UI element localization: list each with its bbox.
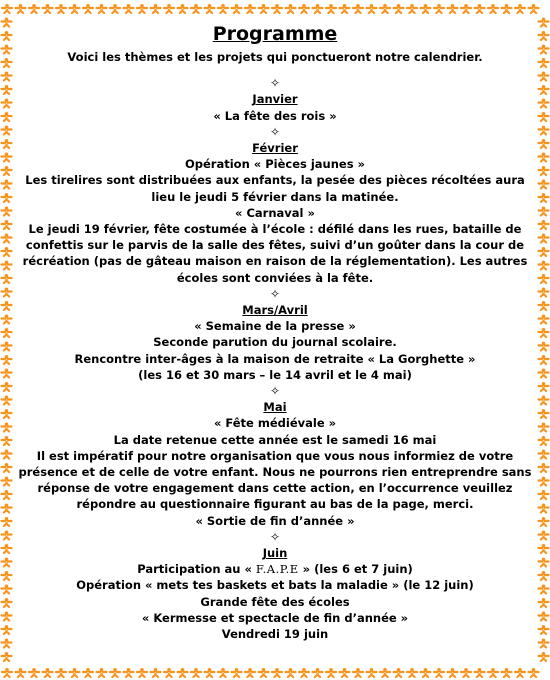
fevrier-para-2: Le jeudi 19 février, fête costumée à l’école : défilé dans les rues, bataille de confettis sur le parvis de la salle des fêtes, suivi d’un goûter dans la cour de récréation (pas de gâteau maison en raison de la réglementation). Les autres écoles sont conviées à la fête. (22, 222, 528, 285)
border-figure-icon (407, 4, 417, 13)
fevrier-line-1: Opération « Pièces jaunes » (185, 157, 365, 172)
separator-star-icon: ✧ (269, 124, 281, 139)
border-figure-icon (2, 625, 12, 634)
border-figure-icon (2, 531, 12, 540)
fevrier-para-1: Les tirelires sont distribuées aux enfants, la pesée des pièces récoltées aura lieu le jeudi 5 février dans la matinée. (25, 173, 525, 204)
border-figure-icon (124, 4, 134, 13)
border-figure-icon (2, 99, 12, 108)
border-figure-icon (515, 4, 525, 13)
border-figure-icon (2, 58, 12, 67)
border-figure-icon (2, 355, 12, 364)
border-figure-icon (539, 315, 549, 324)
border-figure-icon (539, 544, 549, 553)
border-figure-icon (2, 31, 12, 40)
juin-line-4: « Kermesse et spectacle de fin d’année » (141, 610, 409, 625)
juin-line-5: Vendredi 19 juin (221, 627, 329, 642)
border-figure-icon (539, 463, 549, 472)
border-figure-icon (340, 4, 350, 13)
heading-mars-avril: Mars/Avril (242, 303, 308, 317)
border-figure-icon (218, 4, 228, 13)
janvier-line: « La fête des rois » (213, 108, 337, 123)
border-figure-icon (539, 45, 549, 54)
border-figure-icon (16, 4, 26, 13)
border-figure-icon (2, 558, 12, 567)
border-figure-icon (488, 668, 498, 677)
border-figure-icon (340, 668, 350, 677)
border-figure-icon (2, 571, 12, 580)
border-figure-icon (2, 598, 12, 607)
border-figure-icon (2, 45, 12, 54)
border-figure-icon (367, 668, 377, 677)
border-figure-icon (502, 668, 512, 677)
border-figure-icon (539, 139, 549, 148)
heading-janvier: Janvier (252, 92, 298, 107)
border-figure-icon (299, 4, 309, 13)
border-figure-icon (539, 234, 549, 243)
border-figure-icon (2, 301, 12, 310)
border-figure-icon (539, 18, 549, 27)
border-figure-icon (164, 668, 174, 677)
programme-content (12, 22, 538, 642)
border-figure-icon (539, 72, 549, 81)
border-figure-icon (2, 639, 12, 648)
border-figure-icon (539, 625, 549, 634)
border-figure-icon (488, 4, 498, 13)
border-figure-icon (97, 4, 107, 13)
border-figure-icon (539, 31, 549, 40)
border-figure-icon (259, 668, 269, 677)
fape-label: F.A.P.E (255, 562, 299, 577)
border-figure-icon (245, 668, 255, 677)
page-title: Programme (212, 23, 338, 45)
border-figure-icon (43, 4, 53, 13)
border-figure-icon (191, 4, 201, 13)
border-figure-icon (70, 668, 80, 677)
separator-star-icon: ✧ (269, 286, 281, 301)
border-figure-icon (2, 220, 12, 229)
border-figure-icon (2, 126, 12, 135)
intro-text: Voici les thèmes et les projets qui ponctueront notre calendrier. (67, 50, 483, 64)
border-figure-icon (353, 4, 363, 13)
border-figure-icon (539, 409, 549, 418)
border-figure-icon (29, 4, 39, 13)
border-figure-icon (539, 504, 549, 513)
border-figure-icon (2, 153, 12, 162)
border-figure-icon (407, 668, 417, 677)
border-figure-icon (29, 668, 39, 677)
border-figure-icon (2, 544, 12, 553)
border-figure-icon (2, 4, 12, 13)
border-figure-icon (2, 450, 12, 459)
juin-line-2: Opération « mets tes baskets et bats la maladie » (le 12 juin) (76, 578, 474, 593)
border-figure-icon (205, 4, 215, 13)
border-figure-icon (539, 126, 549, 135)
border-figure-icon (151, 4, 161, 13)
border-figure-icon (272, 668, 282, 677)
border-figure-icon (178, 4, 188, 13)
border-figure-icon (2, 423, 12, 432)
border-figure-icon (2, 207, 12, 216)
border-figure-icon (2, 369, 12, 378)
border-figure-icon (178, 668, 188, 677)
border-figure-icon (2, 247, 12, 256)
border-figure-icon (434, 668, 444, 677)
border-figure-icon (83, 4, 93, 13)
border-figure-icon (539, 85, 549, 94)
separator-star-icon: ✧ (269, 529, 281, 544)
border-figure-icon (2, 72, 12, 81)
border-figure-icon (421, 668, 431, 677)
border-figure-icon (299, 668, 309, 677)
separator-star-icon: ✧ (269, 76, 281, 91)
separator-star-icon: ✧ (269, 384, 281, 399)
border-figure-icon (539, 369, 549, 378)
border-figure-icon (539, 288, 549, 297)
border-figure-icon (2, 166, 12, 175)
border-figure-icon (2, 612, 12, 621)
mars-line-2: Seconde parution du journal scolaire. (153, 335, 397, 350)
fevrier-line-2: « Carnaval » (235, 205, 315, 220)
border-figure-icon (448, 668, 458, 677)
border-figure-icon (272, 4, 282, 13)
border-figure-icon (2, 382, 12, 391)
border-figure-icon (421, 4, 431, 13)
mai-line-1: « Fête médiévale » (213, 416, 337, 431)
border-figure-icon (326, 668, 336, 677)
border-figure-icon (515, 668, 525, 677)
border-figure-icon (137, 668, 147, 677)
border-figure-icon (2, 315, 12, 324)
border-figure-icon (539, 342, 549, 351)
border-figure-icon (461, 4, 471, 13)
border-figure-icon (394, 4, 404, 13)
border-figure-icon (539, 436, 549, 445)
border-figure-icon (286, 4, 296, 13)
border-figure-icon (232, 4, 242, 13)
mars-line-3: Rencontre inter-âges à la maison de retraite « La Gorghette » (74, 351, 476, 366)
border-figure-icon (2, 652, 12, 661)
heading-juin: Juin (262, 546, 288, 561)
border-figure-icon (539, 99, 549, 108)
border-figure-icon (461, 668, 471, 677)
border-figure-icon (2, 261, 12, 270)
border-figure-icon (539, 490, 549, 499)
border-figure-icon (539, 180, 549, 189)
juin-line-1: Participation au « F.A.P.E » (les 6 et 7 juin) (137, 562, 413, 577)
border-figure-icon (151, 668, 161, 677)
border-figure-icon (97, 668, 107, 677)
border-figure-icon (539, 274, 549, 283)
border-figure-icon (164, 4, 174, 13)
border-figure-icon (539, 112, 549, 121)
border-figure-icon (434, 4, 444, 13)
border-figure-icon (539, 571, 549, 580)
border-figure-icon (313, 4, 323, 13)
border-figure-icon (539, 517, 549, 526)
border-figure-icon (2, 585, 12, 594)
border-figure-icon (539, 261, 549, 270)
border-figure-icon (539, 652, 549, 661)
border-figure-icon (394, 668, 404, 677)
border-figure-icon (110, 4, 120, 13)
border-figure-icon (529, 668, 539, 677)
border-figure-icon (539, 423, 549, 432)
mai-line-3: « Sortie de fin d’année » (195, 513, 355, 528)
border-figure-icon (205, 668, 215, 677)
border-figure-icon (2, 668, 12, 677)
border-figure-icon (380, 668, 390, 677)
juin-line-3: Grande fête des écoles (200, 594, 350, 609)
heading-mai: Mai (263, 400, 287, 415)
border-figure-icon (2, 328, 12, 337)
border-figure-icon (539, 598, 549, 607)
border-figure-icon (539, 639, 549, 648)
border-figure-icon (2, 193, 12, 202)
border-figure-icon (43, 668, 53, 677)
border-figure-icon (539, 193, 549, 202)
border-figure-icon (2, 342, 12, 351)
border-figure-icon (2, 409, 12, 418)
border-figure-icon (313, 668, 323, 677)
border-figure-icon (539, 396, 549, 405)
border-figure-icon (2, 490, 12, 499)
border-figure-icon (539, 450, 549, 459)
border-figure-icon (475, 4, 485, 13)
border-figure-icon (367, 4, 377, 13)
border-figure-icon (2, 112, 12, 121)
border-figure-icon (2, 396, 12, 405)
mars-line-4: (les 16 et 30 mars – le 14 avril et le 4 mai) (138, 367, 412, 382)
border-figure-icon (353, 668, 363, 677)
heading-fevrier: Février (252, 140, 298, 155)
border-figure-icon (539, 558, 549, 567)
border-figure-icon (232, 668, 242, 677)
border-figure-icon (16, 668, 26, 677)
border-figure-icon (191, 668, 201, 677)
border-figure-icon (539, 382, 549, 391)
border-figure-icon (2, 18, 12, 27)
border-figure-icon (539, 153, 549, 162)
border-figure-icon (539, 531, 549, 540)
border-figure-icon (539, 355, 549, 364)
border-figure-icon (475, 668, 485, 677)
border-figure-icon (529, 4, 539, 13)
border-figure-icon (245, 4, 255, 13)
border-figure-icon (2, 463, 12, 472)
border-figure-icon (539, 58, 549, 67)
border-figure-icon (539, 585, 549, 594)
border-figure-icon (539, 301, 549, 310)
border-figure-icon (2, 234, 12, 243)
border-figure-icon (2, 517, 12, 526)
border-figure-icon (539, 612, 549, 621)
border-figure-icon (137, 4, 147, 13)
border-figure-icon (2, 85, 12, 94)
border-figure-icon (286, 668, 296, 677)
border-figure-icon (326, 4, 336, 13)
border-figure-icon (2, 274, 12, 283)
border-figure-icon (448, 4, 458, 13)
border-figure-icon (2, 504, 12, 513)
border-figure-icon (56, 668, 66, 677)
border-figure-icon (539, 166, 549, 175)
border-figure-icon (539, 328, 549, 337)
border-figure-icon (124, 668, 134, 677)
border-figure-icon (2, 288, 12, 297)
border-figure-icon (539, 247, 549, 256)
border-figure-icon (2, 436, 12, 445)
border-figure-icon (83, 668, 93, 677)
border-figure-icon (56, 4, 66, 13)
mai-para: Il est impératif pour notre organisation que vous nous informiez de votre présence et de celle de votre enfant. Nous ne pourrons rien entreprendre sans réponse de votre engagement dans cette action, en l’occurrence veuillez répondre au questionnaire figurant au bas de la page, merci. (18, 448, 532, 512)
border-figure-icon (502, 4, 512, 13)
border-figure-icon (70, 4, 80, 13)
border-figure-icon (218, 668, 228, 677)
border-figure-icon (2, 139, 12, 148)
border-figure-icon (539, 207, 549, 216)
border-figure-icon (539, 477, 549, 486)
border-figure-icon (2, 477, 12, 486)
border-figure-icon (2, 180, 12, 189)
mai-line-2: La date retenue cette année est le samedi 16 mai (113, 432, 437, 447)
border-figure-icon (259, 4, 269, 13)
border-figure-icon (380, 4, 390, 13)
border-figure-icon (110, 668, 120, 677)
border-figure-icon (539, 220, 549, 229)
mars-line-1: « Semaine de la presse » (194, 319, 356, 334)
